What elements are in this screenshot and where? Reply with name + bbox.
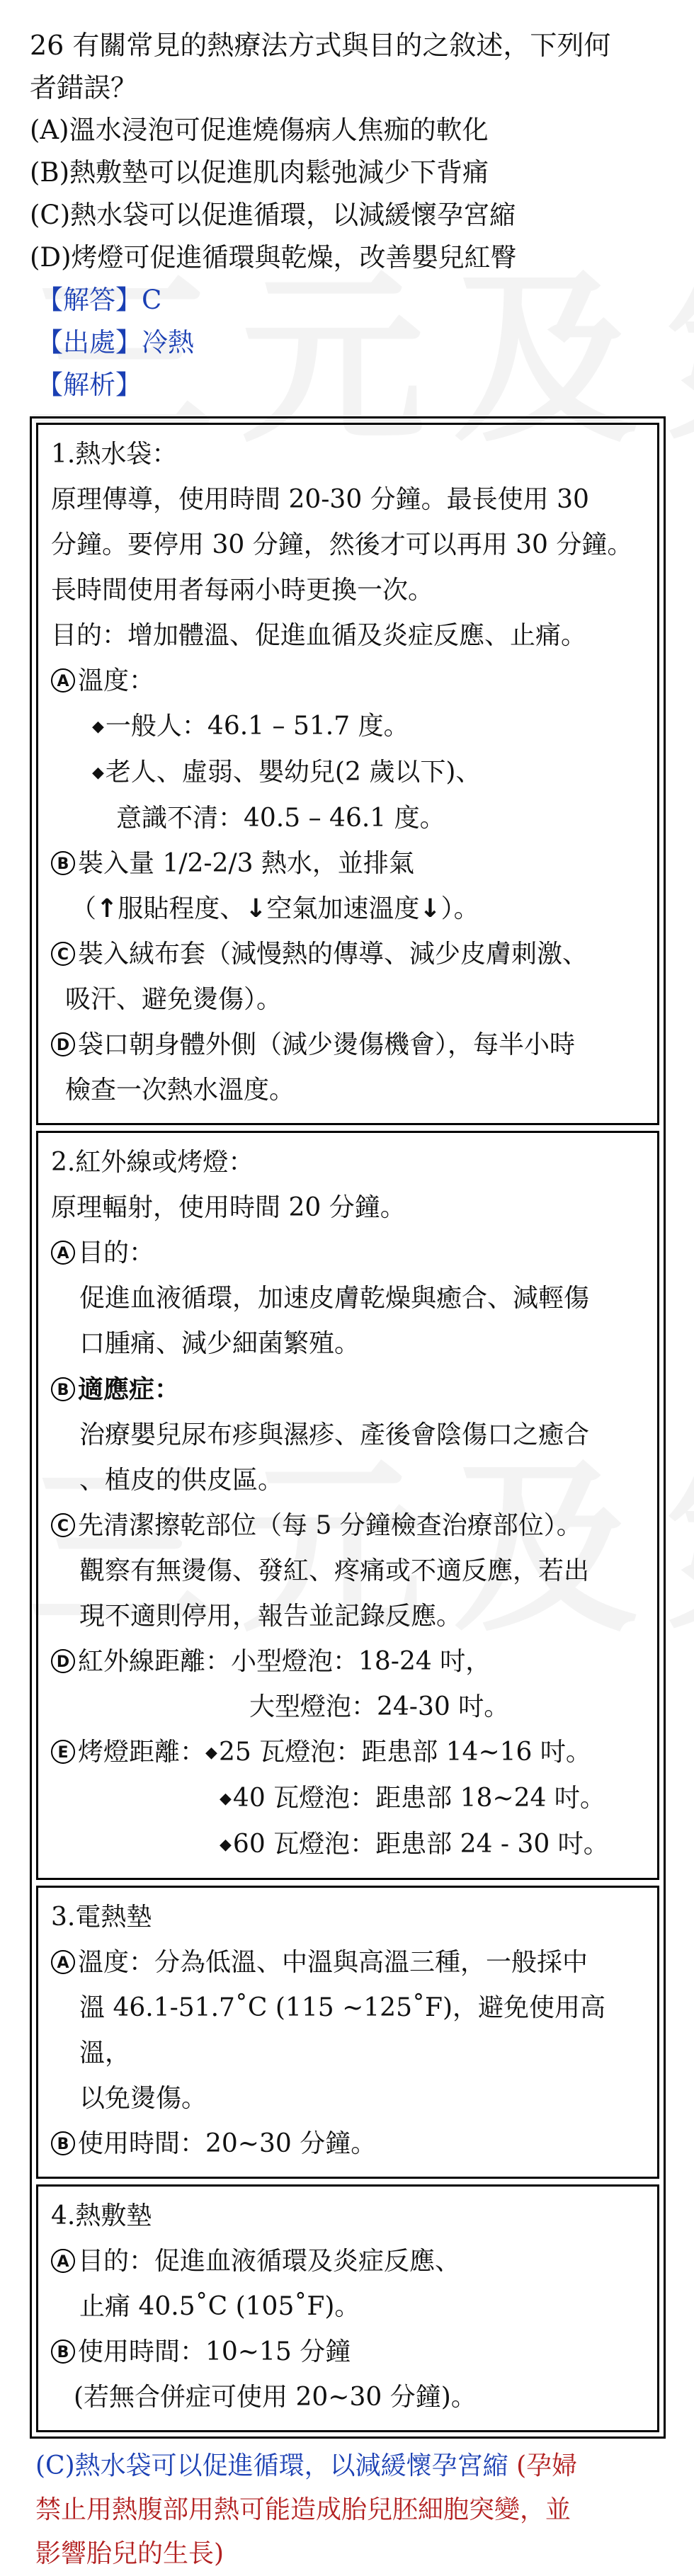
item-b (51, 2121, 647, 2167)
item-b (51, 2330, 647, 2375)
circled-b-marker: B (51, 2131, 75, 2155)
item-text: 溫度： (78, 666, 155, 695)
text-line: 原理傳導，使用時間 20-30 分鐘。最長使用 30 (51, 485, 589, 514)
bullet-continuation: 意識不清：40.5 – 46.1 度。 (116, 804, 445, 833)
item-detail: 觀察有無燙傷、發紅、疼痛或不適反應，若出 (79, 1556, 590, 1585)
item-detail: 現不適則停用，報告並記錄反應。 (79, 1602, 462, 1631)
circled-a-marker: A (51, 1950, 75, 1974)
text-line: 目的：增加體溫、促進血循及炎症反應、止痛。 (51, 621, 587, 650)
item-b (51, 1367, 647, 1413)
circled-a-marker: A (51, 668, 75, 693)
analysis-row (30, 364, 666, 406)
hot-water-bag-section (36, 423, 659, 1125)
hot-compress-pad-section (36, 2184, 659, 2432)
bullet-text: 60 瓦燈泡：距患部 24 - 30 吋。 (232, 1830, 609, 1859)
item-c (51, 932, 647, 977)
arrow-up-icon: ↑ (96, 894, 118, 923)
item-text: 目的：促進血液循環及炎症反應、 (78, 2247, 461, 2276)
item-text: 烤燈距離： (78, 1738, 206, 1767)
item-text: 裝入絨布套（減慢熱的傳導、減少皮膚刺激、 (78, 940, 588, 969)
section-title: 4.熱敷墊 (51, 2201, 152, 2230)
bullet-item (51, 704, 647, 750)
item-a (51, 659, 647, 704)
item-detail: (若無合併症可使用 20~30 分鐘)。 (74, 2383, 477, 2412)
electric-heating-pad-section (36, 1886, 659, 2179)
answer-row (30, 279, 666, 321)
circled-d-marker: D (51, 1032, 75, 1056)
section-title: 3.電熱墊 (51, 1903, 152, 1932)
source-row (30, 321, 666, 364)
text-line: 分鐘。要停用 30 分鐘，然後才可以再用 30 分鐘。 (51, 530, 633, 559)
answer-value: C (142, 285, 162, 315)
item-text: 紅外線距離：小型燈泡：18-24 吋， (78, 1647, 491, 1676)
item-a (51, 1231, 647, 1276)
bullet-text: 老人、虛弱、嬰幼兒(2 歲以下)、 (105, 758, 482, 787)
infrared-lamp-section (36, 1131, 659, 1880)
item-c (51, 1503, 647, 1549)
bullet-text: 一般人：46.1 – 51.7 度。 (105, 712, 409, 741)
explanation-highlight: (C)熱水袋可以促進循環，以減緩懷孕宮縮 (35, 2451, 508, 2480)
item-text: 使用時間：20~30 分鐘。 (78, 2129, 377, 2158)
item-text: 目的： (78, 1238, 155, 1267)
item-d (51, 1022, 647, 1068)
circled-a-marker: A (51, 1241, 75, 1265)
question-line-1: 26 有關常見的熱療法方式與目的之敘述，下列何 (30, 30, 611, 61)
diamond-bullet-icon: ◆ (205, 1744, 217, 1762)
item-text: 使用時間：10~15 分鐘 (78, 2337, 351, 2366)
item-detail: 溫 46.1-51.7˚C (115 ~125˚F)，避免使用高溫， (79, 1993, 606, 2068)
source-label: 【出處】 (37, 327, 142, 358)
circled-a-marker: A (51, 2249, 75, 2273)
item-detail: 治療嬰兒尿布疹與濕疹、產後會陰傷口之癒合 (79, 1420, 590, 1449)
circled-d-marker: D (51, 1649, 75, 1673)
item-a (51, 1940, 647, 1985)
item-continuation: 檢查一次熱水溫度。 (65, 1076, 295, 1105)
question-line-2: 者錯誤？ (30, 72, 138, 103)
item-b-detail (51, 887, 647, 932)
detail-text: 空氣加速溫度 (266, 894, 420, 923)
item-detail: 以免燙傷。 (79, 2084, 207, 2113)
explanation-text: 禁止用熱腹部用熱可能造成胎兒胚細胞突變，並 (35, 2495, 571, 2524)
option-b: (B)熱敷墊可以促進肌肉鬆弛減少下背痛 (30, 157, 489, 188)
answer-explanation (35, 2444, 666, 2576)
bullet-item (51, 1776, 647, 1822)
explanation-text: (孕婦 (508, 2451, 578, 2480)
item-text: 袋口朝身體外側（減少燙傷機會），每半小時 (78, 1030, 576, 1059)
item-text: 先清潔擦乾部位（每 5 分鐘檢查治療部位）。 (78, 1511, 582, 1540)
diamond-bullet-icon: ◆ (92, 764, 104, 782)
bullet-item (51, 1822, 647, 1868)
circled-c-marker: C (51, 942, 75, 966)
item-text: 裝入量 1/2-2/3 熱水，並排氣 (78, 849, 414, 878)
diamond-bullet-icon: ◆ (220, 1790, 232, 1808)
item-detail: 促進血液循環，加速皮膚乾燥與癒合、減輕傷 (79, 1284, 590, 1313)
arrow-down-icon: ↓ (245, 894, 267, 923)
circled-e-marker: E (51, 1740, 75, 1764)
bullet-text: 40 瓦燈泡：距患部 18~24 吋。 (232, 1784, 605, 1813)
item-continuation: 吸汗、避免燙傷）。 (65, 985, 283, 1014)
section-title: 1.熱水袋： (51, 440, 178, 469)
text-line: 長時間使用者每兩小時更換一次。 (51, 576, 434, 605)
bullet-item (51, 750, 647, 796)
circled-b-marker: B (51, 1377, 75, 1401)
option-c: (C)熱水袋可以促進循環，以減緩懷孕宮縮 (30, 200, 516, 230)
item-detail: 止痛 40.5˚C (105˚F)。 (79, 2292, 360, 2321)
option-d: (D)烤燈可促進循環與乾燥，改善嬰兒紅臀 (30, 242, 517, 273)
explanation-text: 影響胎兒的生長) (35, 2539, 224, 2568)
item-d (51, 1639, 647, 1685)
circled-c-marker: C (51, 1513, 75, 1537)
item-a (51, 2239, 647, 2284)
circled-b-marker: B (51, 851, 75, 875)
detail-text: 服貼程度、 (118, 894, 246, 923)
section-title: 2.紅外線或烤燈： (51, 1148, 254, 1177)
analysis-label: 【解析】 (37, 370, 142, 400)
analysis-table (30, 416, 666, 2439)
item-detail: 大型燈泡：24-30 吋。 (249, 1692, 510, 1721)
diamond-bullet-icon: ◆ (92, 718, 104, 736)
arrow-down-icon: ↓ (419, 894, 441, 923)
diamond-bullet-icon: ◆ (220, 1836, 232, 1854)
option-a: (A)溫水浸泡可促進燒傷病人焦痂的軟化 (30, 115, 489, 145)
item-e (51, 1730, 647, 1776)
item-b (51, 841, 647, 887)
answer-label: 【解答】 (37, 285, 142, 315)
source-value: 冷熱 (142, 327, 194, 358)
paren-open: （ (71, 894, 97, 923)
item-detail: 口腫痛、減少細菌繁殖。 (79, 1329, 360, 1358)
item-text: 溫度：分為低溫、中溫與高溫三種，一般採中 (78, 1948, 588, 1977)
item-text: 適應症： (78, 1374, 181, 1404)
circled-b-marker: B (51, 2340, 75, 2364)
bullet-text: 25 瓦燈泡：距患部 14~16 吋。 (218, 1738, 591, 1767)
item-detail: 、植皮的供皮區。 (79, 1466, 284, 1495)
paren-close: ）。 (440, 894, 479, 923)
text-line: 原理輻射，使用時間 20 分鐘。 (51, 1193, 406, 1222)
